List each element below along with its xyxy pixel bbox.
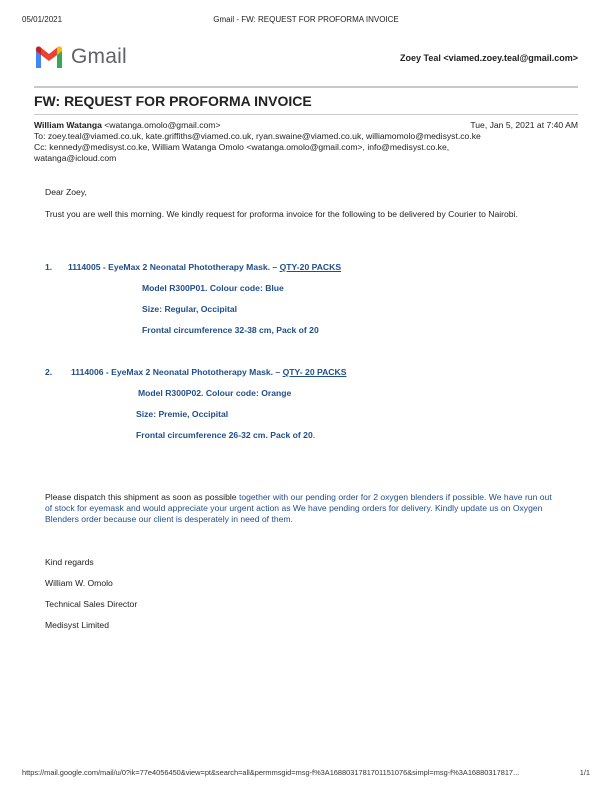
footer-url: https://mail.google.com/mail/u/0?ik=77e4056450&view=pt&search=all&permmsgid=msg-f%3A1688031781701151076&simpl=msg-f%3A16880317817... — [22, 768, 520, 777]
print-title: Gmail - FW: REQUEST FOR PROFORMA INVOICE — [213, 15, 399, 24]
header-divider — [34, 86, 578, 88]
item-number: 2. — [45, 367, 53, 377]
item-2-model: Model R300P02. Colour code: Orange — [138, 388, 292, 398]
signature-company: Medisyst Limited — [45, 620, 109, 630]
cc-recipients: Cc: kennedy@medisyst.co.ke, William Watanga Omolo <watanga.omolo@gmail.com>, info@medisyst.co.ke, — [34, 142, 450, 152]
item-1-frontal: Frontal circumference 32-38 cm, Pack of 20 — [142, 325, 319, 335]
item-code-desc: 1114005 - EyeMax 2 Neonatal Phototherapy Mask. – — [68, 262, 280, 272]
account-user: Zoey Teal <viamed.zoey.teal@gmail.com> — [399, 53, 578, 63]
sender-email[interactable]: <watanga.omolo@gmail.com> — [104, 120, 221, 130]
item-qty-link[interactable]: QTY-20 PACKS — [279, 262, 342, 272]
subject-divider — [34, 114, 578, 115]
item-2-frontal — [136, 430, 315, 440]
closing-paragraph — [45, 492, 560, 525]
item-1-model: Model R300P01. Colour code: Blue — [142, 283, 284, 293]
signature-title: Technical Sales Director — [45, 599, 138, 609]
item-number: 1. — [45, 262, 53, 272]
item-2-header — [45, 367, 346, 377]
item-1-header — [45, 262, 341, 272]
signature-regards: Kind regards — [45, 557, 94, 567]
email-subject: FW: REQUEST FOR PROFORMA INVOICE — [34, 93, 312, 109]
gmail-logo[interactable] — [34, 43, 127, 71]
signature-name: William W. Omolo — [45, 578, 113, 588]
footer-page-number: 1/1 — [579, 768, 590, 777]
item-1-size: Size: Regular, Occipital — [142, 304, 238, 314]
intro-paragraph: Trust you are well this morning. We kindly request for proforma invoice for the following to be delivered by Courier to Nairobi. — [45, 209, 518, 219]
item-code-desc: 1114006 - EyeMax 2 Neonatal Phototherapy Mask. – — [71, 367, 283, 377]
print-date: 05/01/2021 — [22, 15, 63, 24]
gmail-envelope-icon — [34, 46, 64, 69]
sender-name: William Watanga — [34, 120, 102, 130]
sender-line — [34, 120, 221, 130]
message-date: Tue, Jan 5, 2021 at 7:40 AM — [470, 120, 578, 130]
item-2-size: Size: Premie, Occipital — [136, 409, 229, 419]
cc-recipients-continued: watanga@icloud.com — [34, 153, 117, 163]
item-2-frontal-text: Frontal circumference 26-32 cm. Pack of 20 — [136, 430, 313, 440]
greeting: Dear Zoey, — [45, 187, 87, 197]
item-2-frontal-suffix: . — [312, 430, 316, 440]
gmail-logo-text: Gmail — [71, 45, 127, 68]
closing-text-black: Please dispatch this shipment as soon as possible — [45, 492, 239, 502]
closing-text-blue: together with our pending order for 2 oxygen blenders if possible. We have run out of stock for eyemask and would appreciate your urgent action as We have pending orders for delivery. Kindly update us on Oxygen Blenders order because our client is desperately in need of them. — [45, 492, 552, 524]
to-recipients: To: zoey.teal@viamed.co.uk, kate.griffiths@viamed.co.uk, ryan.swaine@viamed.co.uk, williamomolo@medisyst.co.ke — [34, 131, 481, 141]
item-qty-link[interactable]: QTY- 20 PACKS — [282, 367, 347, 377]
